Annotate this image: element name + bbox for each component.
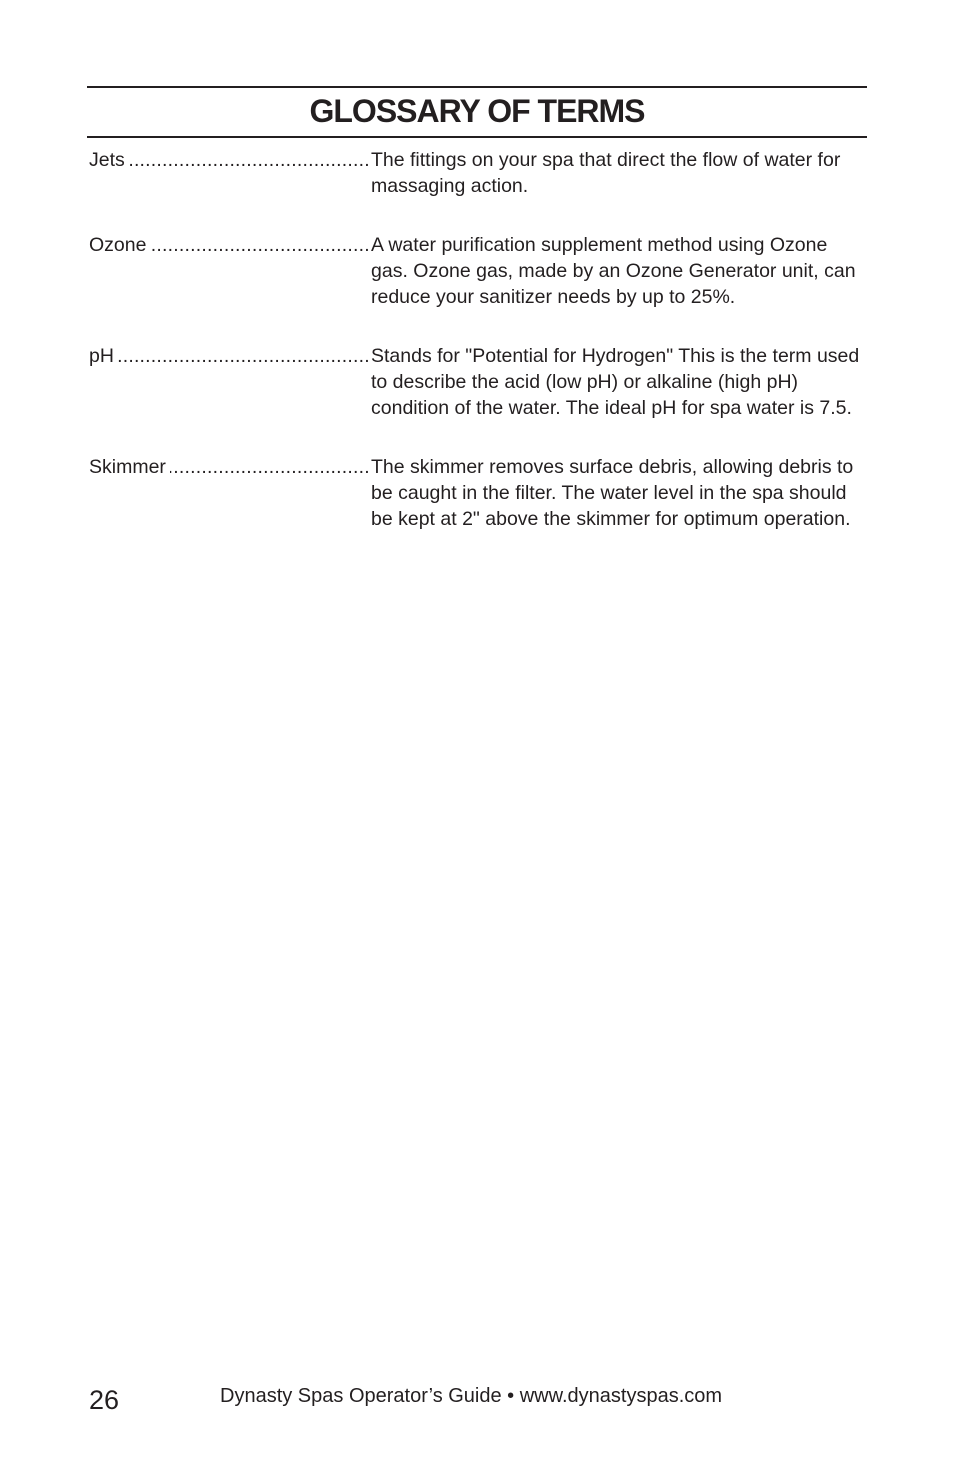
glossary-definition: A water purification supplement method using Ozone gas. Ozone gas, made by an Ozone Generator unit, can reduce your sanitizer needs by up to 25%. [371, 234, 856, 308]
glossary-term: pH [89, 345, 118, 367]
footer-text: Dynasty Spas Operator’s Guide • www.dynastyspas.com [220, 1385, 723, 1407]
glossary-list [89, 147, 867, 565]
glossary-entry-jets [89, 147, 867, 199]
glossary-entry-ph [89, 343, 867, 421]
glossary-term: Skimmer [89, 456, 170, 478]
page-title: GLOSSARY OF TERMS [309, 93, 645, 129]
page-header [87, 86, 867, 138]
glossary-term: Ozone [89, 234, 150, 256]
glossary-definition: The skimmer removes surface debris, allowing debris to be caught in the filter. The water level in the spa should be kept at 2" above the skimmer for optimum operation. [371, 456, 854, 530]
page-number: 26 [89, 1385, 120, 1415]
glossary-definition: The fittings on your spa that direct the flow of water for massaging action. [371, 149, 841, 197]
glossary-definition: Stands for "Potential for Hydrogen" This is the term used to describe the acid (low pH) or alkaline (high pH) condition of the water. The ideal pH for spa water is 7.5. [371, 345, 860, 419]
glossary-entry-skimmer [89, 454, 867, 532]
glossary-term: Jets [89, 149, 129, 171]
glossary-entry-ozone [89, 232, 867, 310]
